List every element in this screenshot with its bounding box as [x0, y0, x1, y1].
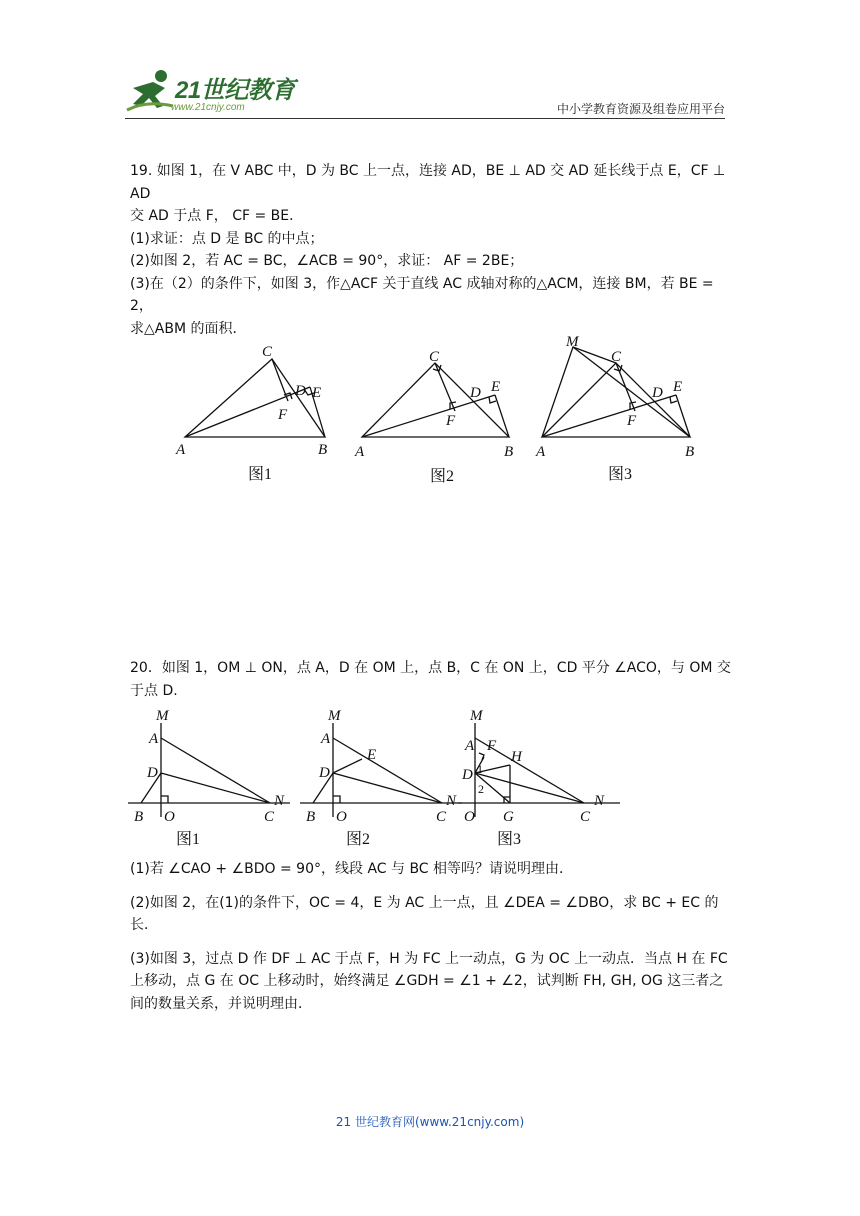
point-label: C	[262, 344, 273, 360]
point-label: B	[306, 809, 316, 825]
point-label: F	[627, 413, 637, 429]
point-label: D	[470, 385, 481, 401]
angle-label: 1	[477, 762, 483, 776]
point-label: B	[318, 442, 328, 458]
q19-figures	[170, 325, 710, 495]
point-label: D	[319, 765, 330, 781]
point-label: C	[264, 809, 275, 825]
q20-figures	[128, 705, 628, 855]
point-label: C	[580, 809, 591, 825]
q19-line: 求△ABM 的面积．	[130, 320, 247, 337]
point-label: G	[503, 809, 514, 825]
point-label: O	[164, 809, 175, 825]
q19-line: 交 AD 于点 F， CF = BE．	[130, 208, 304, 224]
point-label: N	[594, 793, 605, 809]
point-label: F	[278, 407, 288, 423]
platform-title: 中小学教育资源及组卷应用平台	[556, 102, 725, 116]
q20-subpart: 上移动，点 G 在 OC 上移动时，始终满足 ∠GDH = ∠1 + ∠2，试判断 FH, GH, OG 这三者之	[130, 973, 724, 989]
point-label: A	[321, 731, 331, 747]
point-label: B	[685, 444, 695, 460]
point-label: B	[504, 444, 514, 460]
q20-line: 于点 D.	[130, 682, 178, 699]
point-label: N	[274, 793, 285, 809]
point-label: A	[176, 442, 186, 458]
logo-text: 21世纪教育	[175, 77, 295, 104]
figure-caption: 图3	[497, 831, 522, 848]
point-label: F	[446, 413, 456, 429]
figure-caption: 图1	[176, 831, 201, 848]
q20-subpart: (2)如图 2，在(1)的条件下，OC = 4，E 为 AC 上一点，且 ∠DEA = ∠DBO，求 BC + EC 的长．	[130, 894, 719, 933]
point-label: M	[470, 708, 483, 724]
point-label: M	[156, 708, 169, 724]
point-label: A	[149, 731, 159, 747]
q19-line: 19. 如图 1，在 V ABC 中，D 为 BC 上一点，连接 AD，BE ⊥ AD 交 AD 延长线于点 E，CF ⊥ AD	[130, 163, 726, 202]
point-label: H	[511, 749, 522, 765]
q20-line: 20．如图 1，OM ⊥ ON，点 A，D 在 OM 上，点 B，C 在 ON 上，CD 平分 ∠ACO，与 OM 交	[130, 660, 731, 676]
q19-fig2-diagram	[362, 363, 509, 437]
point-label: E	[491, 379, 501, 395]
point-label: A	[355, 444, 365, 460]
q20-subpart: (1)若 ∠CAO + ∠BDO = 90°，线段 AC 与 BC 相等吗？请说明理由．	[130, 861, 574, 877]
logo-url: www.21cnjy.com	[171, 102, 245, 113]
logo	[125, 66, 300, 118]
question-20-subparts	[130, 858, 740, 1015]
question-20	[130, 657, 740, 702]
point-label: O	[464, 809, 475, 825]
point-label: O	[336, 809, 347, 825]
header-divider	[125, 118, 725, 119]
figure-caption: 图1	[248, 466, 273, 483]
point-label: M	[328, 708, 341, 724]
angle-label: 2	[478, 782, 484, 796]
point-label: D	[147, 765, 158, 781]
q19-line: (2)如图 2，若 AC = BC，∠ACB = 90°，求证： AF = 2BE；	[130, 253, 524, 269]
q19-line: (3)在（2）的条件下，如图 3，作△ACF 关于直线 AC 成轴对称的△ACM，连接 BM，若 BE = 2，	[130, 275, 714, 314]
point-label: E	[312, 385, 322, 401]
figure-caption: 图2	[430, 468, 455, 485]
q20-subpart: (3)如图 3，过点 D 作 DF ⊥ AC 于点 F，H 为 FC 上一动点，G 为 OC 上一动点．当点 H 在 FC	[130, 950, 728, 967]
point-label: D	[462, 767, 473, 783]
point-label: E	[673, 379, 683, 395]
q19-line: (1)求证：点 D 是 BC 的中点；	[130, 230, 324, 247]
point-label: D	[295, 383, 306, 399]
figure-caption: 图3	[608, 466, 633, 483]
point-label: F	[487, 738, 497, 754]
point-label: A	[536, 444, 546, 460]
runner-logo-icon	[125, 66, 175, 116]
point-label: C	[436, 809, 447, 825]
footer-link[interactable]: 21 世纪教育网(www.21cnjy.com)	[335, 1115, 525, 1129]
point-label: B	[134, 809, 144, 825]
figure-caption: 图2	[346, 831, 371, 848]
point-label: E	[367, 747, 377, 763]
q20-subpart: 间的数量关系，并说明理由．	[130, 995, 312, 1012]
point-label: N	[446, 793, 457, 809]
point-label: A	[465, 738, 475, 754]
point-label: C	[429, 349, 440, 365]
point-label: D	[652, 385, 663, 401]
point-label: M	[566, 334, 579, 350]
question-19	[130, 160, 740, 340]
page-header	[125, 66, 725, 122]
point-label: C	[611, 349, 622, 365]
